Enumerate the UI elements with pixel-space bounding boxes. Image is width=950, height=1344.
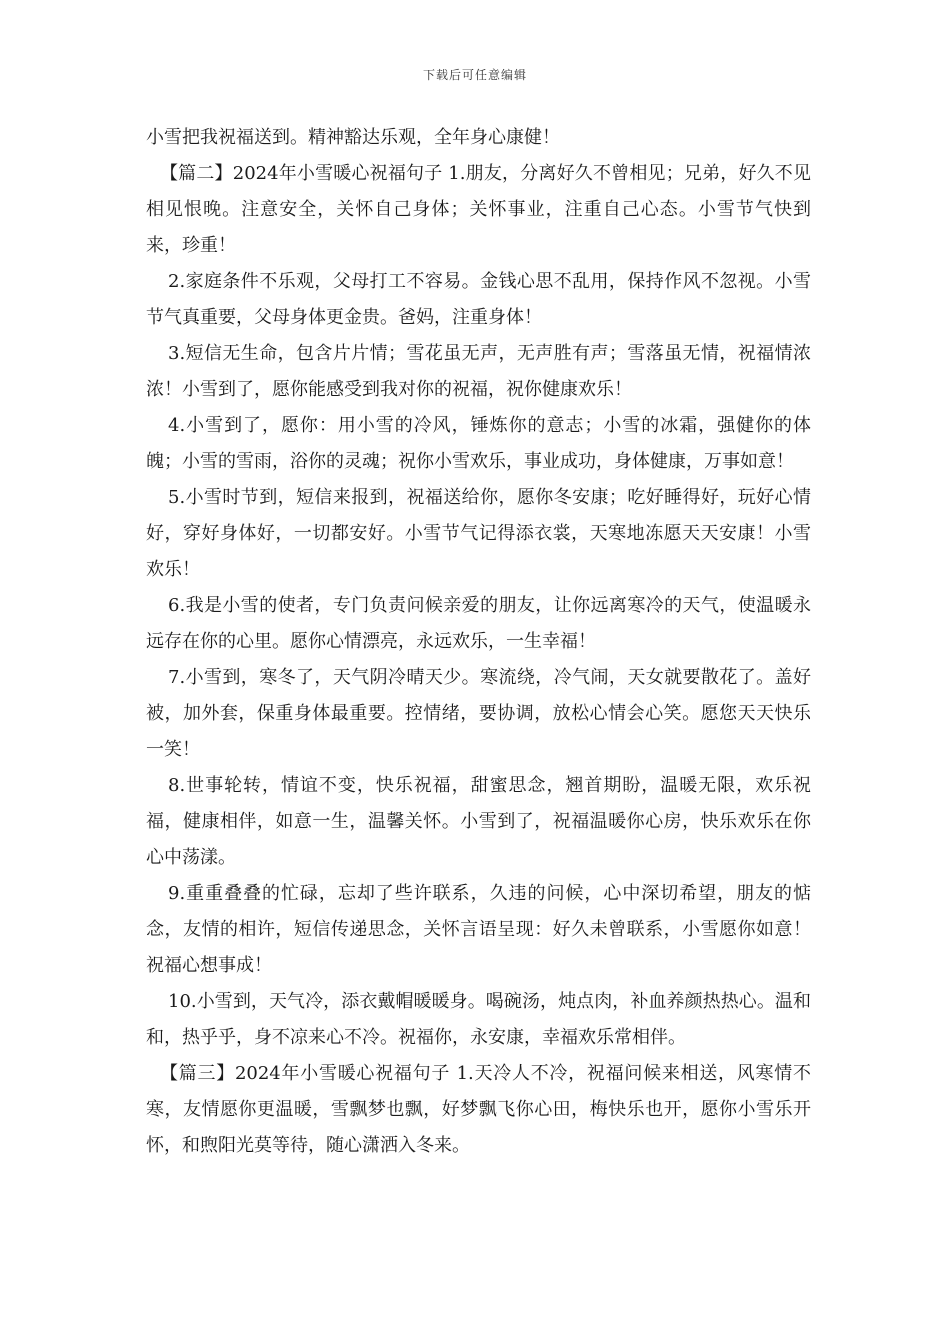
paragraph-item-10: 10.小雪到，天气冷，添衣戴帽暖暖身。喝碗汤，炖点肉，补血养颜热热心。温和和，热乎乎，身不凉来心不冷。祝福你，永安康，幸福欢乐常相伴。 <box>146 991 811 1048</box>
paragraph-item-7: 7.小雪到，寒冬了，天气阴冷晴天少。寒流绕，冷气闹，天女就要散花了。盖好被，加外套，保重身体最重要。控情绪，要协调，放松心情会心笑。愿您天天快乐一笑！ <box>146 667 811 760</box>
paragraph-item-6: 6.我是小雪的使者，专门负责问候亲爱的朋友，让你远离寒冷的天气，使温暖永远存在你的心里。愿你心情漂亮，永远欢乐，一生幸福！ <box>146 595 811 652</box>
paragraph-item-4: 4.小雪到了，愿你：用小雪的冷风，锤炼你的意志；小雪的冰霜，强健你的体魄；小雪的雪雨，浴你的灵魂；祝你小雪欢乐，事业成功，身体健康，万事如意！ <box>146 415 811 472</box>
paragraph-continuation: 小雪把我祝福送到。精神豁达乐观，全年身心康健！ <box>146 127 560 148</box>
page-header: 下载后可任意编辑 <box>422 68 527 82</box>
paragraph-item-5: 5.小雪时节到，短信来报到，祝福送给你，愿你冬安康；吃好睡得好，玩好心情好，穿好身体好，一切都安好。小雪节气记得添衣裳，天寒地冻愿天天安康！小雪欢乐！ <box>146 487 811 580</box>
paragraph-item-3: 3.短信无生命，包含片片情；雪花虽无声，无声胜有声；雪落虽无情，祝福情浓浓！小雪到了，愿你能感受到我对你的祝福，祝你健康欢乐！ <box>146 343 811 400</box>
paragraph-section-three-intro: 【篇三】2024年小雪暖心祝福句子 1.天冷人不冷，祝福问候来相送，风寒情不寒，友情愿你更温暖，雪飘梦也飘，好梦飘飞你心田，梅快乐也开，愿你小雪乐开怀，和煦阳光莫等待，随心潇洒入冬来。 <box>146 1063 811 1156</box>
paragraph-item-8: 8.世事轮转，情谊不变，快乐祝福，甜蜜思念，翘首期盼，温暖无限，欢乐祝福，健康相伴，如意一生，温馨关怀。小雪到了，祝福温暖你心房，快乐欢乐在你心中荡漾。 <box>146 775 811 868</box>
document-body <box>146 120 811 1164</box>
paragraph-item-9: 9.重重叠叠的忙碌，忘却了些许联系，久违的问候，心中深切希望，朋友的惦念，友情的相许，短信传递思念，关怀言语呈现：好久未曾联系，小雪愿你如意！祝福心想事成！ <box>146 883 811 976</box>
paragraph-section-two-intro: 【篇二】2024年小雪暖心祝福句子 1.朋友，分离好久不曾相见；兄弟，好久不见相见恨晚。注意安全，关怀自己身体；关怀事业，注重自己心态。小雪节气快到来，珍重！ <box>146 163 811 256</box>
paragraph-item-2: 2.家庭条件不乐观，父母打工不容易。金钱心思不乱用，保持作风不忽视。小雪节气真重要，父母身体更金贵。爸妈，注重身体！ <box>146 271 811 328</box>
